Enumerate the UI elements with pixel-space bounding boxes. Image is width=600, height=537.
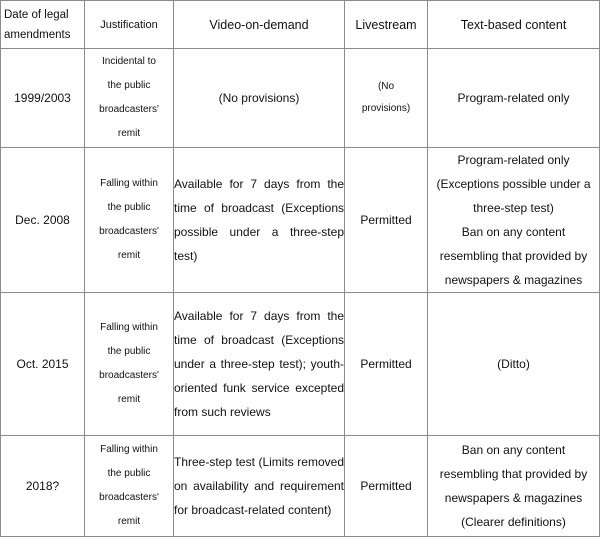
justification-line: remit bbox=[117, 394, 141, 405]
text-content-cell bbox=[428, 293, 600, 436]
text-content-line: Ban on any content bbox=[461, 225, 566, 239]
justification-line: remit bbox=[117, 250, 141, 261]
livestream-cell bbox=[345, 49, 428, 148]
justification-line: Falling within bbox=[100, 444, 158, 455]
date-cell: 1999/2003 bbox=[1, 49, 85, 148]
table-row bbox=[1, 293, 600, 436]
justification-line: Falling within bbox=[100, 322, 158, 333]
table-row bbox=[1, 148, 600, 293]
livestream-line: Permitted bbox=[360, 479, 412, 493]
text-content-line: newspapers & magazines bbox=[444, 273, 583, 287]
text-content-line: resembling that provided by bbox=[439, 467, 588, 481]
text-content-line: newspapers & magazines bbox=[444, 491, 583, 505]
justification-line: broadcasters' bbox=[99, 370, 159, 381]
justification-line: Incidental to bbox=[102, 56, 156, 67]
justification-cell bbox=[85, 436, 174, 537]
justification-line: Falling within bbox=[100, 178, 158, 189]
justification-line: the public bbox=[107, 80, 151, 91]
date-cell: Oct. 2015 bbox=[1, 293, 85, 436]
text-content-line: resembling that provided by bbox=[439, 249, 588, 263]
livestream-cell bbox=[345, 148, 428, 293]
justification-line: broadcasters' bbox=[99, 226, 159, 237]
justification-line: broadcasters' bbox=[99, 492, 159, 503]
justification-line: the public bbox=[107, 468, 151, 479]
header-video-on-demand: Video-on-demand bbox=[174, 1, 345, 49]
livestream-cell bbox=[345, 436, 428, 537]
text-content-line: (Ditto) bbox=[497, 357, 530, 371]
vod-cell: Three-step test (Limits removed on availability and requirement for broadcast-related content) bbox=[174, 436, 345, 537]
header-row bbox=[1, 1, 600, 49]
livestream-line: provisions) bbox=[361, 103, 411, 114]
vod-cell: Available for 7 days from the time of broadcast (Exceptions possible under a three-step test) bbox=[174, 148, 345, 293]
text-content-line: three-step test) bbox=[473, 201, 554, 215]
text-content-line: (Exceptions possible under a bbox=[436, 177, 591, 191]
justification-line: remit bbox=[117, 128, 141, 139]
text-content-cell bbox=[428, 49, 600, 148]
vod-cell: Available for 7 days from the time of broadcast (Exceptions under a three-step test); youth-oriented funk service excepted from such reviews bbox=[174, 293, 345, 436]
header-text-based-content: Text-based content bbox=[428, 1, 600, 49]
header-date: Date of legal amendments bbox=[1, 1, 85, 49]
vod-cell: (No provisions) bbox=[174, 49, 345, 148]
text-content-line: Program-related only bbox=[457, 91, 570, 105]
livestream-line: Permitted bbox=[360, 213, 412, 227]
date-cell: 2018? bbox=[1, 436, 85, 537]
text-content-cell bbox=[428, 436, 600, 537]
text-content-line: Ban on any content bbox=[461, 443, 566, 457]
justification-line: broadcasters' bbox=[99, 104, 159, 115]
livestream-line: (No bbox=[377, 81, 395, 92]
justification-cell bbox=[85, 293, 174, 436]
text-content-line: (Clearer definitions) bbox=[461, 515, 566, 529]
table-row bbox=[1, 436, 600, 537]
livestream-cell bbox=[345, 293, 428, 436]
table-row bbox=[1, 49, 600, 148]
livestream-line: Permitted bbox=[360, 357, 412, 371]
justification-cell bbox=[85, 49, 174, 148]
text-content-cell bbox=[428, 148, 600, 293]
justification-line: remit bbox=[117, 516, 141, 527]
date-cell: Dec. 2008 bbox=[1, 148, 85, 293]
justification-line: the public bbox=[107, 202, 151, 213]
justification-cell bbox=[85, 148, 174, 293]
header-justification: Justification bbox=[85, 1, 174, 49]
justification-line: the public bbox=[107, 346, 151, 357]
text-content-line: Program-related only bbox=[457, 153, 570, 167]
header-livestream: Livestream bbox=[345, 1, 428, 49]
